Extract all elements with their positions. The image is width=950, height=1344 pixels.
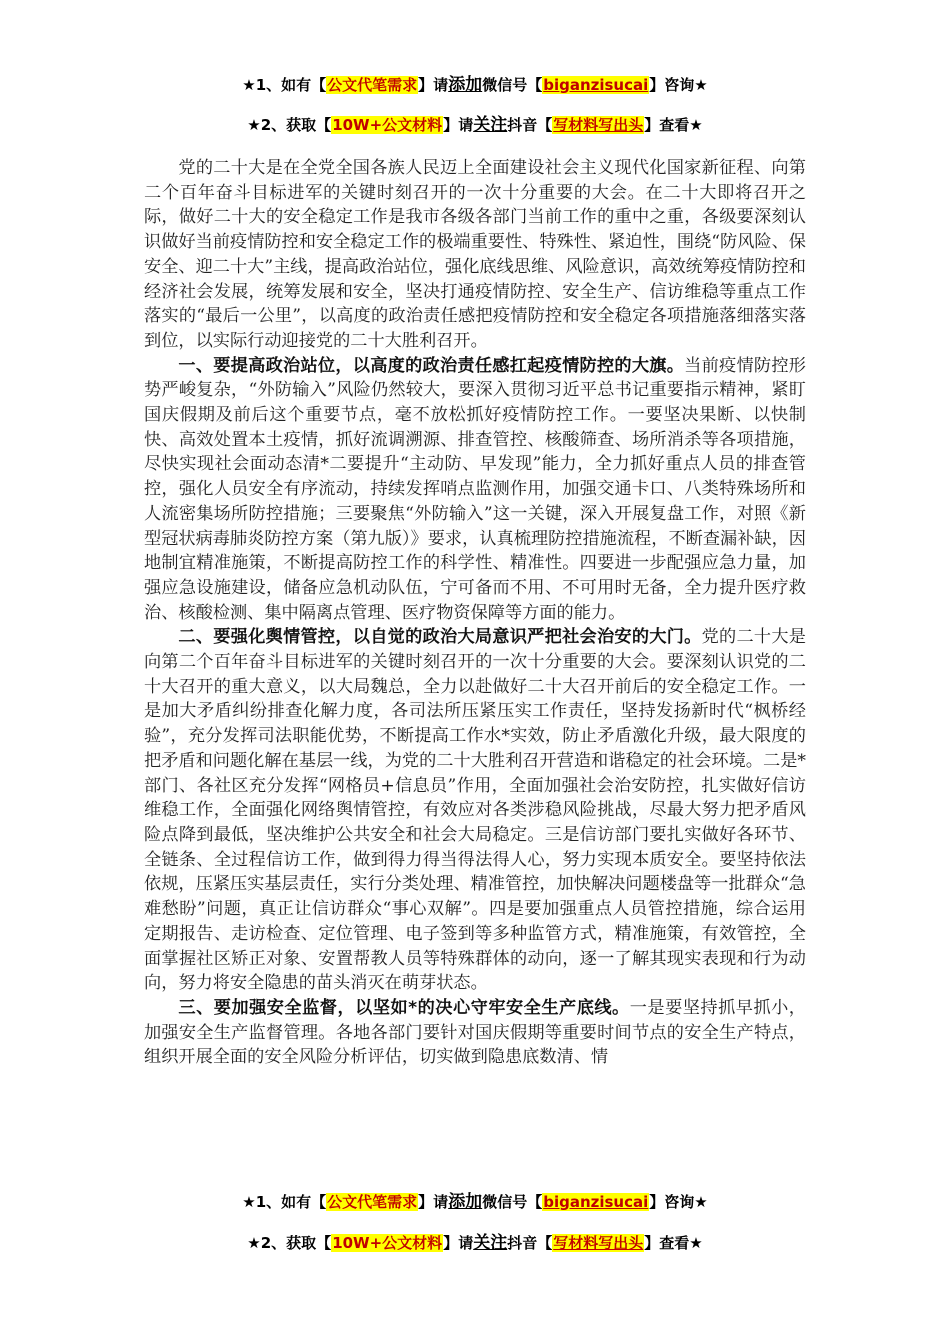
section-heading-1: 一、要提高政治站位，以高度的政治责任感扛起疫情防控的大旗。 xyxy=(178,355,685,376)
section-text-1: 当前疫情防控形势严峻复杂，“外防输入”风险仍然较大，要深入贯彻习近平总书记重要指示精神，紧盯国庆假期及前后这个重要节点，毫不放松抓好疫情防控工作。一要坚决果断、以快制快、高效处置本土疫情，抓好流调溯源、排查管控、核酸筛查、场所消杀等各项措施，尽快实现社会面动态清*二要提升“主动防、早发现”能力，全力抓好重点人员的排查管控，强化人员安全有序流动，持续发挥哨点监测作用，加强交通卡口、八类特殊场所和人流密集场所防控措施；三要聚焦“外防输入”这一关键，深入开展复盘工作，对照《新型冠状病毒肺炎防控方案（第九版）》要求，认真梳理防控措施流程，不断查漏补缺，因地制宜精准施策，不断提高防控工作的科学性、精准性。四要进一步配强应急力量，加强应急设施建设，储备应急机动队伍，宁可备而不用、不可用时无备，全力提升医疗救治、核酸检测、集中隔离点管理、医疗物资保障等方面的能力。 xyxy=(144,355,806,623)
promo-suffix: 】咨询★ xyxy=(649,1193,708,1211)
section-text-2: 党的二十大是向第二个百年奋斗目标进军的关键时刻召开的一次十分重要的大会。要深刻认识党的二十大召开的重大意义，以大局魏总，全力以赴做好二十大召开前后的安全稳定工作。一是加大矛盾纠纷排查化解力度，各司法所压紧压实工作责任，坚持发扬新时代“枫桥经验”，充分发挥司法职能优势，不断提高工作水*实效，防止矛盾激化升级，最大限度的把矛盾和问题化解在基层一线，为党的二十大胜利召开营造和谐稳定的社会环境。二是*部门、各社区充分发挥“网格员+信息员”作用，全面加强社会治安防控，扎实做好信访维稳工作，全面强化网络舆情管控，有效应对各类涉稳风险挑战，尽最大努力把矛盾风险点降到最低，坚决维护公共安全和社会大局稳定。三是信访部门要扎实做好各环节、全链条、全过程信访工作，做到得力得当得法得人心，努力实现本质安全。要坚持依法依规，压紧压实基层责任，实行分类处理、精准管控，加快解决问题楼盘等一批群众“急难愁盼”问题，真正让信访群众“事心双解”。四是要加强重点人员管控措施，综合运用定期报告、走访检查、定位管理、电子签到等多种监管方式，精准施策，有效管控，全面掌握社区矫正对象、安置帮教人员等特殊群体的动向，逐一了解其现实表现和行为动向，努力将安全隐患的苗头消灭在萌芽状态。 xyxy=(144,627,806,994)
promo-text: 微信号【 xyxy=(482,1193,543,1211)
paragraph-intro: 党的二十大是在全党全国各族人民迈上全面建设社会主义现代化国家新征程、向第二个百年奋斗目标进军的关键时刻召开的一次十分重要的大会。在二十大即将召开之际，做好二十大的安全稳定工作是我市各级各部门当前工作的重中之重，各级要深刻认识做好当前疫情防控和安全稳定工作的极端重要性、特殊性、紧迫性，围绕“防风险、保安全、迎二十大”主线，提高政治站位，强化底线思维、风险意识，高效统筹疫情防控和经济社会发展，统筹发展和安全，坚决打通疫情防控、安全生产、信访维稳等重点工作落实的“最后一公里”，以高度的政治责任感把疫情防控和安全稳定各项措施落细落实落到位，以实际行动迎接党的二十大胜利召开。 xyxy=(144,158,806,351)
douyin-account-highlight: 写材料写出头 xyxy=(553,116,644,134)
promo-text: 微信号【 xyxy=(482,76,543,94)
promo-text: 】请 xyxy=(443,1234,474,1252)
promo-text: 】请 xyxy=(418,1193,449,1211)
promo-emphasis: 关注 xyxy=(473,115,508,135)
promo-prefix: ★2、获取【 xyxy=(247,1234,332,1252)
section-text-3: 一是要坚持抓早抓小，加强安全生产监督管理。各地各部门要针对国庆假期等重要时间节点的安全生产特点，组织开展全面的安全风险分析评估，切实做到隐患底数清、情 xyxy=(144,997,806,1068)
footer-promo-line-1 xyxy=(0,1187,950,1212)
paragraph-section-2 xyxy=(144,625,806,996)
promo-suffix: 】咨询★ xyxy=(649,76,708,94)
wechat-id-highlight: biganzisucai xyxy=(543,1193,649,1211)
promo-text: 抖音【 xyxy=(507,116,553,134)
document-body xyxy=(144,156,806,1070)
promo-prefix: ★1、如有【 xyxy=(242,1193,327,1211)
douyin-account-highlight: 写材料写出头 xyxy=(553,1234,644,1252)
header-promo-line-2 xyxy=(0,110,950,135)
promo-highlight: 公文代笔需求 xyxy=(327,1193,418,1211)
promo-prefix: ★1、如有【 xyxy=(242,76,327,94)
paragraph-section-3 xyxy=(144,996,806,1070)
promo-text: 】请 xyxy=(443,116,474,134)
promo-text: 抖音【 xyxy=(507,1234,553,1252)
wechat-id-highlight: biganzisucai xyxy=(543,76,649,94)
promo-suffix: 】查看★ xyxy=(644,116,703,134)
promo-emphasis: 添加 xyxy=(448,75,483,95)
section-heading-3: 三、要加强安全监督，以坚如*的决心守牢安全生产底线。 xyxy=(178,997,630,1018)
header-promo-line-1 xyxy=(0,70,950,95)
paragraph-section-1 xyxy=(144,354,806,626)
promo-emphasis: 添加 xyxy=(448,1192,483,1212)
promo-suffix: 】查看★ xyxy=(644,1234,703,1252)
promo-highlight: 10W+公文材料 xyxy=(332,1234,443,1252)
promo-text: 】请 xyxy=(418,76,449,94)
footer-promo-line-2 xyxy=(0,1228,950,1253)
promo-emphasis: 关注 xyxy=(473,1233,508,1253)
section-heading-2: 二、要强化舆情管控，以自觉的政治大局意识严把社会治安的大门。 xyxy=(178,627,702,648)
promo-highlight: 10W+公文材料 xyxy=(332,116,443,134)
promo-prefix: ★2、获取【 xyxy=(247,116,332,134)
promo-highlight: 公文代笔需求 xyxy=(327,76,418,94)
